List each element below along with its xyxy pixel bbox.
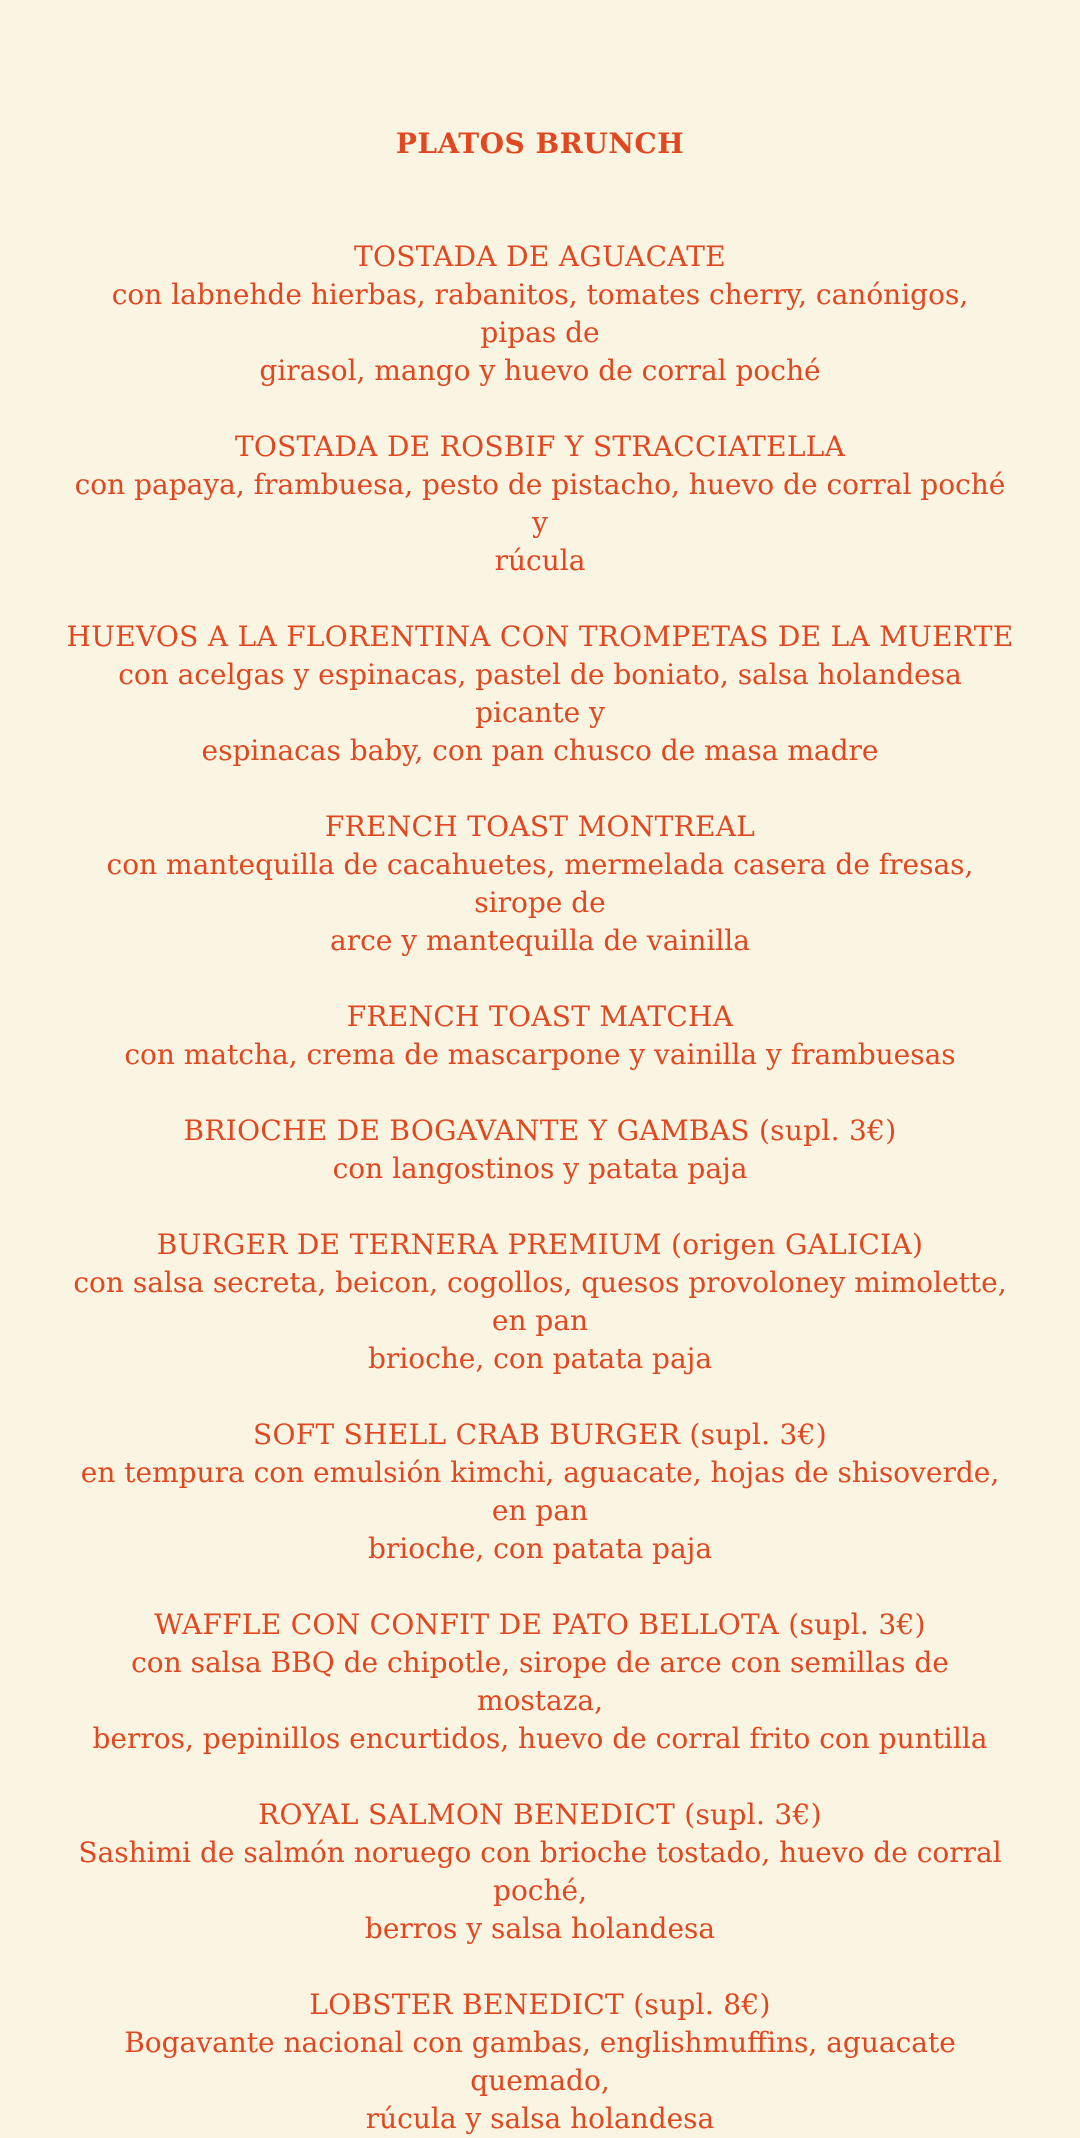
dish-description-line: Sashimi de salmón noruego con brioche tostado, huevo de corral poché, xyxy=(78,1836,1002,1907)
dish-name: TOSTADA DE ROSBIF Y STRACCIATELLA xyxy=(234,430,846,463)
dish-description-line: berros y salsa holandesa xyxy=(364,1912,716,1945)
dish-description-line: arce y mantequilla de vainilla xyxy=(330,924,750,957)
dish-item xyxy=(0,1112,1080,1188)
dish-description-line: brioche, con patata paja xyxy=(367,1532,713,1565)
dish-list xyxy=(0,238,1080,2138)
dish-description-line: con labnehde hierbas, rabanitos, tomates cherry, canónigos, pipas de xyxy=(111,278,969,349)
dish-description-line: con salsa BBQ de chipotle, sirope de arce con semillas de mostaza, xyxy=(131,1646,949,1717)
dish-name: FRENCH TOAST MATCHA xyxy=(346,1000,734,1033)
dish-description-line: con salsa secreta, beicon, cogollos, quesos provoloney mimolette, en pan xyxy=(73,1266,1007,1337)
dish-name: HUEVOS A LA FLORENTINA CON TROMPETAS DE LA MUERTE xyxy=(66,620,1014,653)
dish-name: LOBSTER BENEDICT (supl. 8€) xyxy=(309,1988,771,2021)
dish-item xyxy=(0,428,1080,580)
dish-item xyxy=(0,618,1080,770)
dish-item xyxy=(0,238,1080,390)
dish-name: TOSTADA DE AGUACATE xyxy=(353,240,726,273)
menu-title: PLATOS BRUNCH xyxy=(395,127,685,160)
dish-description-line: girasol, mango y huevo de corral poché xyxy=(259,354,821,387)
dish-description-line: espinacas baby, con pan chusco de masa madre xyxy=(201,734,879,767)
dish-description-line: rúcula y salsa holandesa xyxy=(365,2102,715,2135)
dish-description-line: con mantequilla de cacahuetes, mermelada casera de fresas, sirope de xyxy=(106,848,974,919)
dish-description-line: con papaya, frambuesa, pesto de pistacho, huevo de corral poché y xyxy=(74,468,1006,539)
dish-description-line: Bogavante nacional con gambas, englishmuffins, aguacate quemado, xyxy=(124,2026,956,2097)
dish-name: WAFFLE CON CONFIT DE PATO BELLOTA (supl. 3€) xyxy=(154,1608,926,1641)
dish-description-line: brioche, con patata paja xyxy=(367,1342,713,1375)
dish-name: BURGER DE TERNERA PREMIUM (origen GALICIA) xyxy=(156,1228,924,1261)
dish-item xyxy=(0,1606,1080,1758)
dish-description-line: en tempura con emulsión kimchi, aguacate, hojas de shisoverde, en pan xyxy=(80,1456,1000,1527)
dish-item xyxy=(0,1416,1080,1568)
dish-description-line: berros, pepinillos encurtidos, huevo de corral frito con puntilla xyxy=(92,1722,988,1755)
dish-name: SOFT SHELL CRAB BURGER (supl. 3€) xyxy=(253,1418,827,1451)
dish-name: BRIOCHE DE BOGAVANTE Y GAMBAS (supl. 3€) xyxy=(183,1114,897,1147)
dish-item xyxy=(0,1986,1080,2138)
dish-item xyxy=(0,808,1080,960)
dish-item xyxy=(0,1796,1080,1948)
dish-item xyxy=(0,1226,1080,1378)
dish-description-line: rúcula xyxy=(494,544,586,577)
dish-description-line: con matcha, crema de mascarpone y vainilla y frambuesas xyxy=(124,1038,956,1071)
dish-name: ROYAL SALMON BENEDICT (supl. 3€) xyxy=(258,1798,822,1831)
dish-description-line: con langostinos y patata paja xyxy=(332,1152,748,1185)
dish-item xyxy=(0,998,1080,1074)
dish-description-line: con acelgas y espinacas, pastel de boniato, salsa holandesa picante y xyxy=(118,658,962,729)
dish-name: FRENCH TOAST MONTREAL xyxy=(324,810,756,843)
